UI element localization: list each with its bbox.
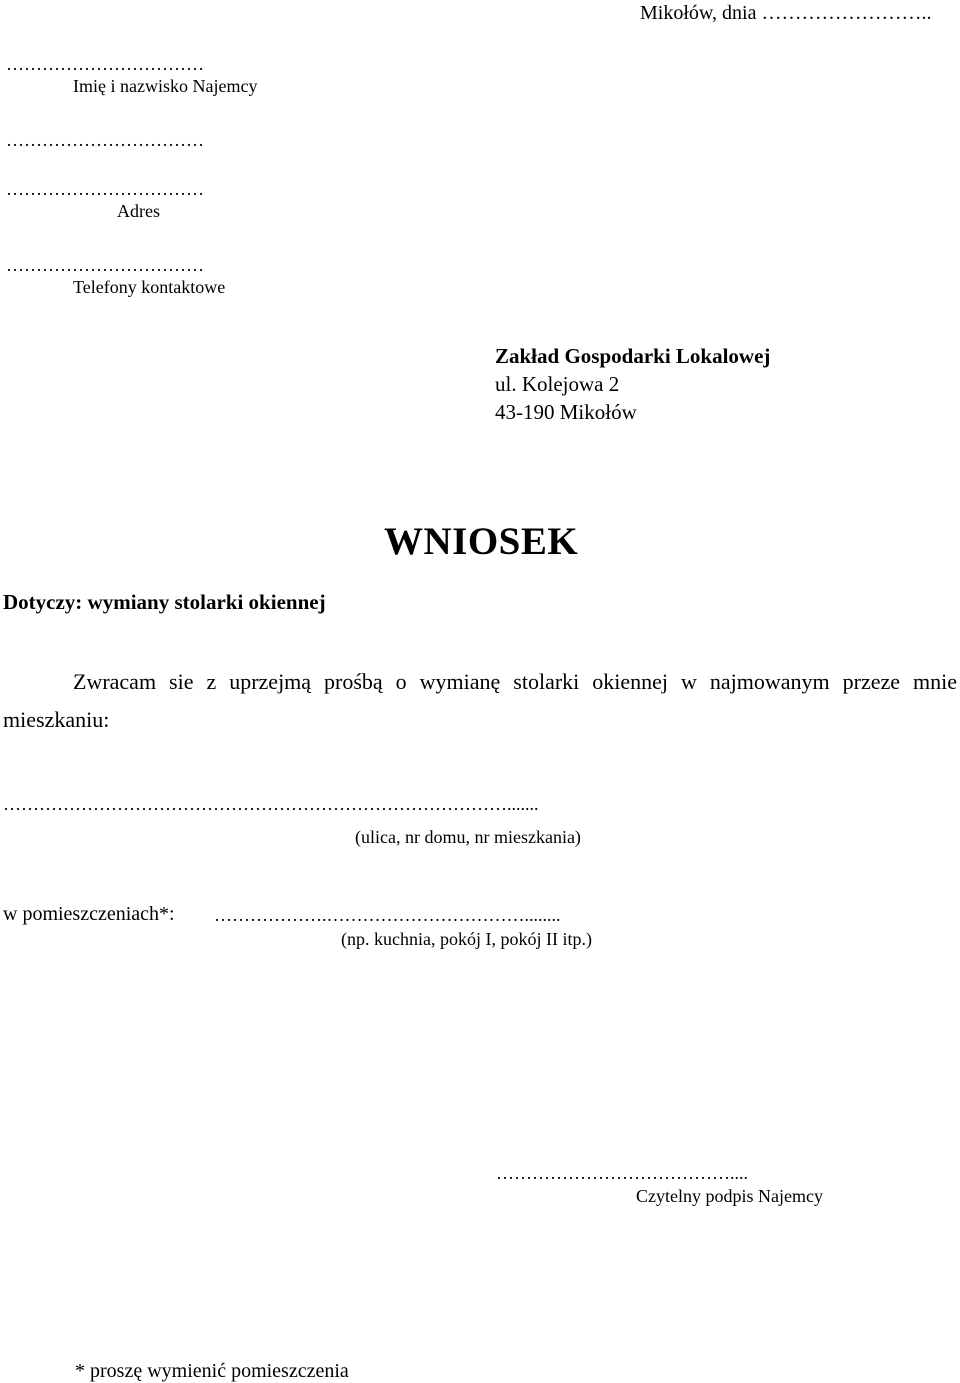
apartment-address-hint: (ulica, nr domu, nr mieszkania) — [355, 827, 581, 847]
address-dots-2: …………………………… — [6, 179, 204, 199]
rooms-label: w pomieszczeniach*: — [3, 903, 175, 925]
recipient-name: Zakład Gospodarki Lokalowej — [495, 344, 771, 368]
subject-line: Dotyczy: wymiany stolarki okiennej — [3, 590, 326, 614]
recipient-city: 43-190 Mikołów — [495, 400, 637, 424]
apartment-address-fill: …………………………………………………………………………....... — [3, 794, 539, 814]
address-dots-1: …………………………… — [6, 130, 204, 150]
recipient-street: ul. Kolejowa 2 — [495, 372, 620, 396]
footnote: * proszę wymienić pomieszczenia — [75, 1360, 349, 1382]
rooms-hint: (np. kuchnia, pokój I, pokój II itp.) — [341, 929, 592, 949]
body-line-2: mieszkaniu: — [3, 707, 110, 732]
tenant-name-dots: …………………………… — [6, 54, 204, 74]
body-line-1: Zwracam sie z uprzejmą prośbą o wymianę stolarki okiennej w najmowanym przeze mnie — [73, 669, 957, 694]
place-date: Mikołów, dnia …………………….. — [640, 2, 932, 24]
phone-label: Telefony kontaktowe — [73, 277, 226, 297]
address-label: Adres — [117, 201, 160, 221]
rooms-fill: ……………….……………………………........ — [214, 905, 561, 925]
signature-dots: ………………………………….... — [496, 1163, 748, 1183]
document-title: WNIOSEK — [384, 520, 579, 563]
phone-dots: …………………………… — [6, 255, 204, 275]
signature-label: Czytelny podpis Najemcy — [636, 1186, 823, 1206]
tenant-name-label: Imię i nazwisko Najemcy — [73, 76, 258, 96]
